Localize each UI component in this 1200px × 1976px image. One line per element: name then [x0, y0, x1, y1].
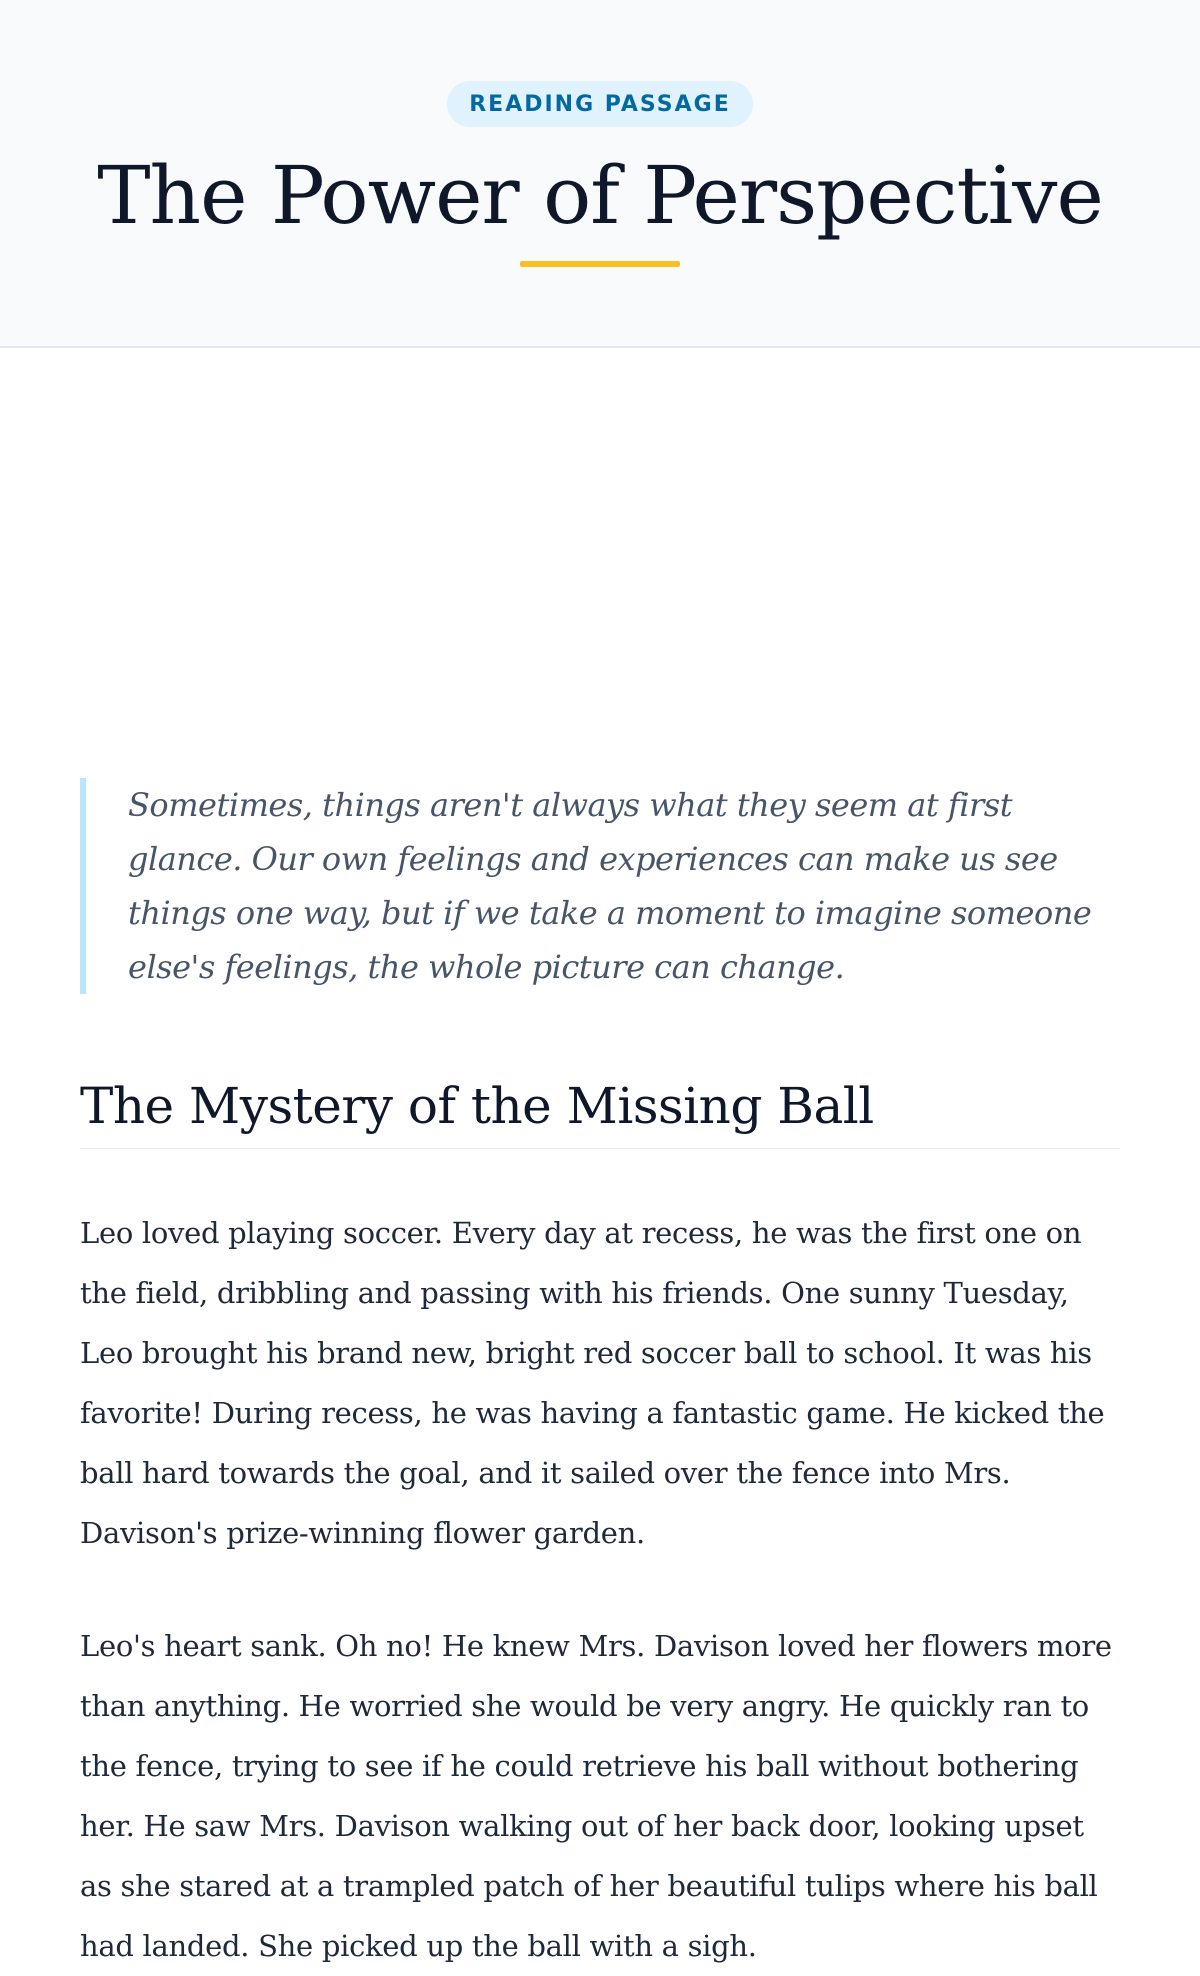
title-underline [520, 261, 680, 267]
section-title: The Mystery of the Missing Ball [80, 1077, 874, 1135]
intro-quote: Sometimes, things aren't always what they seem at first glance. Our own feelings and experiences can make us see things one way, but if we take a moment to imagine someone else's feelings, the whole picture can change. [80, 778, 1120, 994]
story-paragraph-1: Leo loved playing soccer. Every day at recess, he was the first one on the field, dribbling and passing with his friends. One sunny Tuesday, Leo brought his brand new, bright red soccer ball to school. It was his favorite! During recess, he was having a fantastic game. He kicked the ball hard towards the goal, and it sailed over the fence into Mrs. Davison's prize-winning flower garden. [80, 1216, 1105, 1550]
section-divider [80, 1148, 1120, 1149]
story-paragraph-2: Leo's heart sank. Oh no! He knew Mrs. Davison loved her flowers more than anything. He worried she would be very angry. He quickly ran to the fence, trying to see if he could retrieve his ball without bothering her. He saw Mrs. Davison walking out of her back door, looking upset as she stared at a trampled patch of her beautiful tulips where his ball had landed. She picked up the ball with a sigh. [80, 1629, 1112, 1963]
passage-header [0, 0, 1200, 348]
reading-passage-badge: READING PASSAGE [447, 81, 753, 127]
page-title: The Power of Perspective [97, 149, 1103, 242]
